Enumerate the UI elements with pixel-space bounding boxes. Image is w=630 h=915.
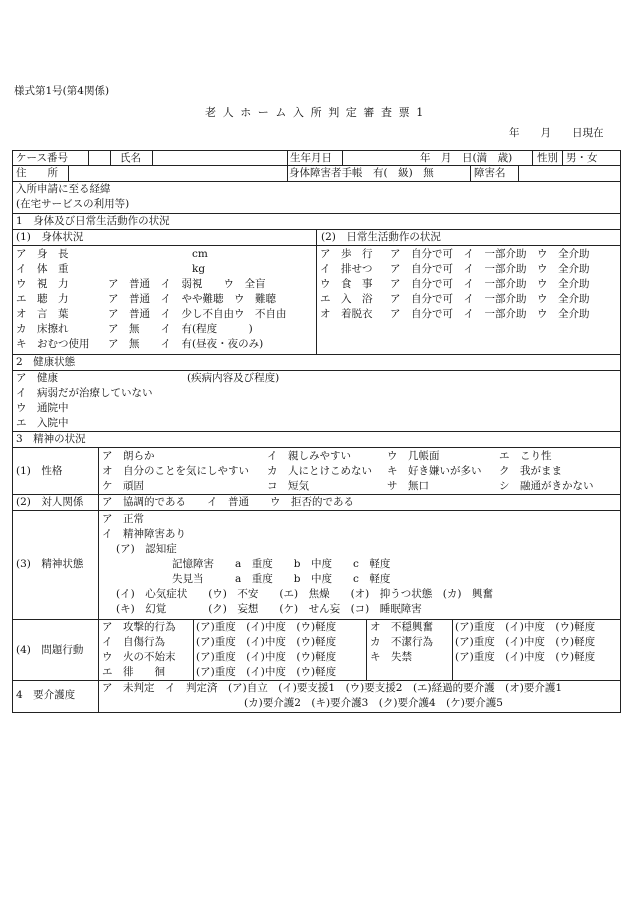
problem-item: ウ 火の不始末 [102, 651, 176, 663]
mental-option: ア 正常 [102, 513, 144, 525]
severity-options: (ア)重度 (イ)中度 (ウ)軽度 [196, 666, 337, 678]
section2-title: 2 健康状態 [16, 356, 76, 368]
section3-title: 3 精神の状況 [16, 433, 86, 445]
severity-options: (ア)重度 (イ)中度 (ウ)軽度 [455, 636, 596, 648]
adl-row-label: エ 入 浴 [320, 293, 373, 305]
history-label: 入所申請に至る経緯 [16, 183, 111, 195]
problem-label: (4) 問題行動 [16, 644, 84, 656]
adl-row-value: ア 自分で可 イ 一部介助 ウ 全介助 [390, 263, 590, 275]
personality-option: サ 無口 [387, 480, 429, 492]
mental-option: 記憶障害 a 重度 b 中度 c 軽度 [172, 558, 391, 570]
body-row-value: ア 普通 イ 弱視 ウ 全盲 [108, 278, 266, 290]
care-level-options: (カ)要介護2 (キ)要介護3 (ク)要介護4 (ケ)要介護5 [244, 697, 503, 709]
care-level-label: 4 要介護度 [16, 689, 76, 701]
form-number: 様式第1号(第4関係) [14, 85, 110, 97]
body-status-title: (1) 身体状況 [16, 231, 84, 243]
personality-option: キ 好き嫌いが多い [387, 465, 482, 477]
severity-options: (ア)重度 (イ)中度 (ウ)軽度 [196, 621, 337, 633]
sex-label: 性別 [537, 152, 558, 164]
personality-option: カ 人にとけこめない [267, 465, 372, 477]
mental-label: (3) 精神状態 [16, 558, 84, 570]
severity-options: (ア)重度 (イ)中度 (ウ)軽度 [455, 621, 596, 633]
personality-option: ク 我がまま [499, 465, 562, 477]
health-option: エ 入院中 [16, 417, 69, 429]
mental-option: (キ) 幻覚 (ク) 妄想 (ケ) せん妄 (コ) 睡眠障害 [116, 603, 422, 615]
case-number-label: ケース番号 [16, 152, 68, 164]
body-row-label: ウ 視 力 [16, 278, 69, 290]
sex-value: 男・女 [566, 152, 598, 164]
adl-row-value: ア 自分で可 イ 一部介助 ウ 全介助 [390, 308, 590, 320]
adl-row-label: イ 排せつ [320, 263, 373, 275]
dob-value: 年 月 日(満 歳) [420, 152, 513, 164]
disability-name-label: 障害名 [474, 167, 506, 179]
personality-option: エ こり性 [499, 450, 552, 462]
adl-row-label: ア 歩 行 [320, 248, 373, 260]
personality-label: (1) 性格 [16, 465, 63, 477]
relations-label: (2) 対人関係 [16, 496, 84, 508]
mental-option: イ 精神障害あり [102, 528, 186, 540]
severity-options: (ア)重度 (イ)中度 (ウ)軽度 [455, 651, 596, 663]
body-row-label: カ 床擦れ [16, 323, 69, 335]
health-option: イ 病弱だが治療していない [16, 387, 153, 399]
body-row-label: キ おむつ使用 [16, 338, 90, 350]
problem-item: エ 徘 徊 [102, 666, 165, 678]
adl-row-value: ア 自分で可 イ 一部介助 ウ 全介助 [390, 278, 590, 290]
problem-item: イ 自傷行為 [102, 636, 165, 648]
adl-row-value: ア 自分で可 イ 一部介助 ウ 全介助 [390, 248, 590, 260]
problem-item: オ 不穏興奮 [370, 621, 433, 633]
date-line: 年 月 日現在 [509, 127, 604, 139]
adl-title: (2) 日常生活動作の状況 [321, 231, 441, 243]
mental-option: (イ) 心気症状 (ウ) 不安 (エ) 焦燥 (オ) 抑うつ状態 (カ) 興奮 [116, 588, 493, 600]
mental-option: (ア) 認知症 [116, 543, 177, 555]
mental-option: 失見当 a 重度 b 中度 c 軽度 [172, 573, 391, 585]
name-label: 氏名 [120, 152, 141, 164]
care-level-options: ア 未判定 イ 判定済 (ア)自立 (イ)要支援1 (ウ)要支援2 (エ)経過的要介護 (オ)要介護1 [102, 682, 563, 694]
health-detail-label: (疾病内容及び程度) [187, 372, 280, 384]
relations-options: ア 協調的である イ 普通 ウ 拒否的である [102, 496, 354, 508]
body-row-value: ア 無 イ 有(昼夜・夜のみ) [108, 338, 264, 350]
body-row-label: イ 体 重 [16, 263, 69, 275]
severity-options: (ア)重度 (イ)中度 (ウ)軽度 [196, 651, 337, 663]
dob-label: 生年月日 [290, 152, 332, 164]
section1-title: 1 身体及び日常生活動作の状況 [16, 215, 170, 227]
health-option: ウ 通院中 [16, 402, 69, 414]
personality-option: コ 短気 [267, 480, 309, 492]
body-row-value: cm [192, 248, 208, 260]
personality-option: ケ 頑固 [102, 480, 144, 492]
adl-row-value: ア 自分で可 イ 一部介助 ウ 全介助 [390, 293, 590, 305]
handbook-field: 身体障害者手帳 有( 級) 無 [289, 167, 434, 179]
address-label: 住 所 [16, 167, 58, 179]
form-title: 老人ホーム入所判定審査票1 [205, 106, 430, 119]
problem-item: キ 失禁 [370, 651, 412, 663]
body-row-value: ア 普通 イ やや難聴 ウ 難聴 [108, 293, 276, 305]
body-row-label: ア 身 長 [16, 248, 69, 260]
personality-option: ウ 几帳面 [387, 450, 440, 462]
body-row-value: ア 普通 イ 少し不自由ウ 不自由 [108, 308, 287, 320]
problem-item: カ 不潔行為 [370, 636, 433, 648]
adl-row-label: オ 着脱衣 [320, 308, 373, 320]
severity-options: (ア)重度 (イ)中度 (ウ)軽度 [196, 636, 337, 648]
body-row-label: オ 言 葉 [16, 308, 69, 320]
history-sublabel: (在宅サービスの利用等) [16, 198, 130, 210]
body-row-value: ア 無 イ 有(程度 ) [108, 323, 253, 335]
body-row-value: kg [192, 263, 206, 275]
body-row-label: エ 聴 力 [16, 293, 69, 305]
personality-option: イ 親しみやすい [267, 450, 351, 462]
personality-option: ア 朗らか [102, 450, 155, 462]
adl-row-label: ウ 食 事 [320, 278, 373, 290]
personality-option: オ 自分のことを気にしやすい [102, 465, 249, 477]
health-option: ア 健康 [16, 372, 58, 384]
personality-option: シ 融通がきかない [499, 480, 594, 492]
problem-item: ア 攻撃的行為 [102, 621, 176, 633]
